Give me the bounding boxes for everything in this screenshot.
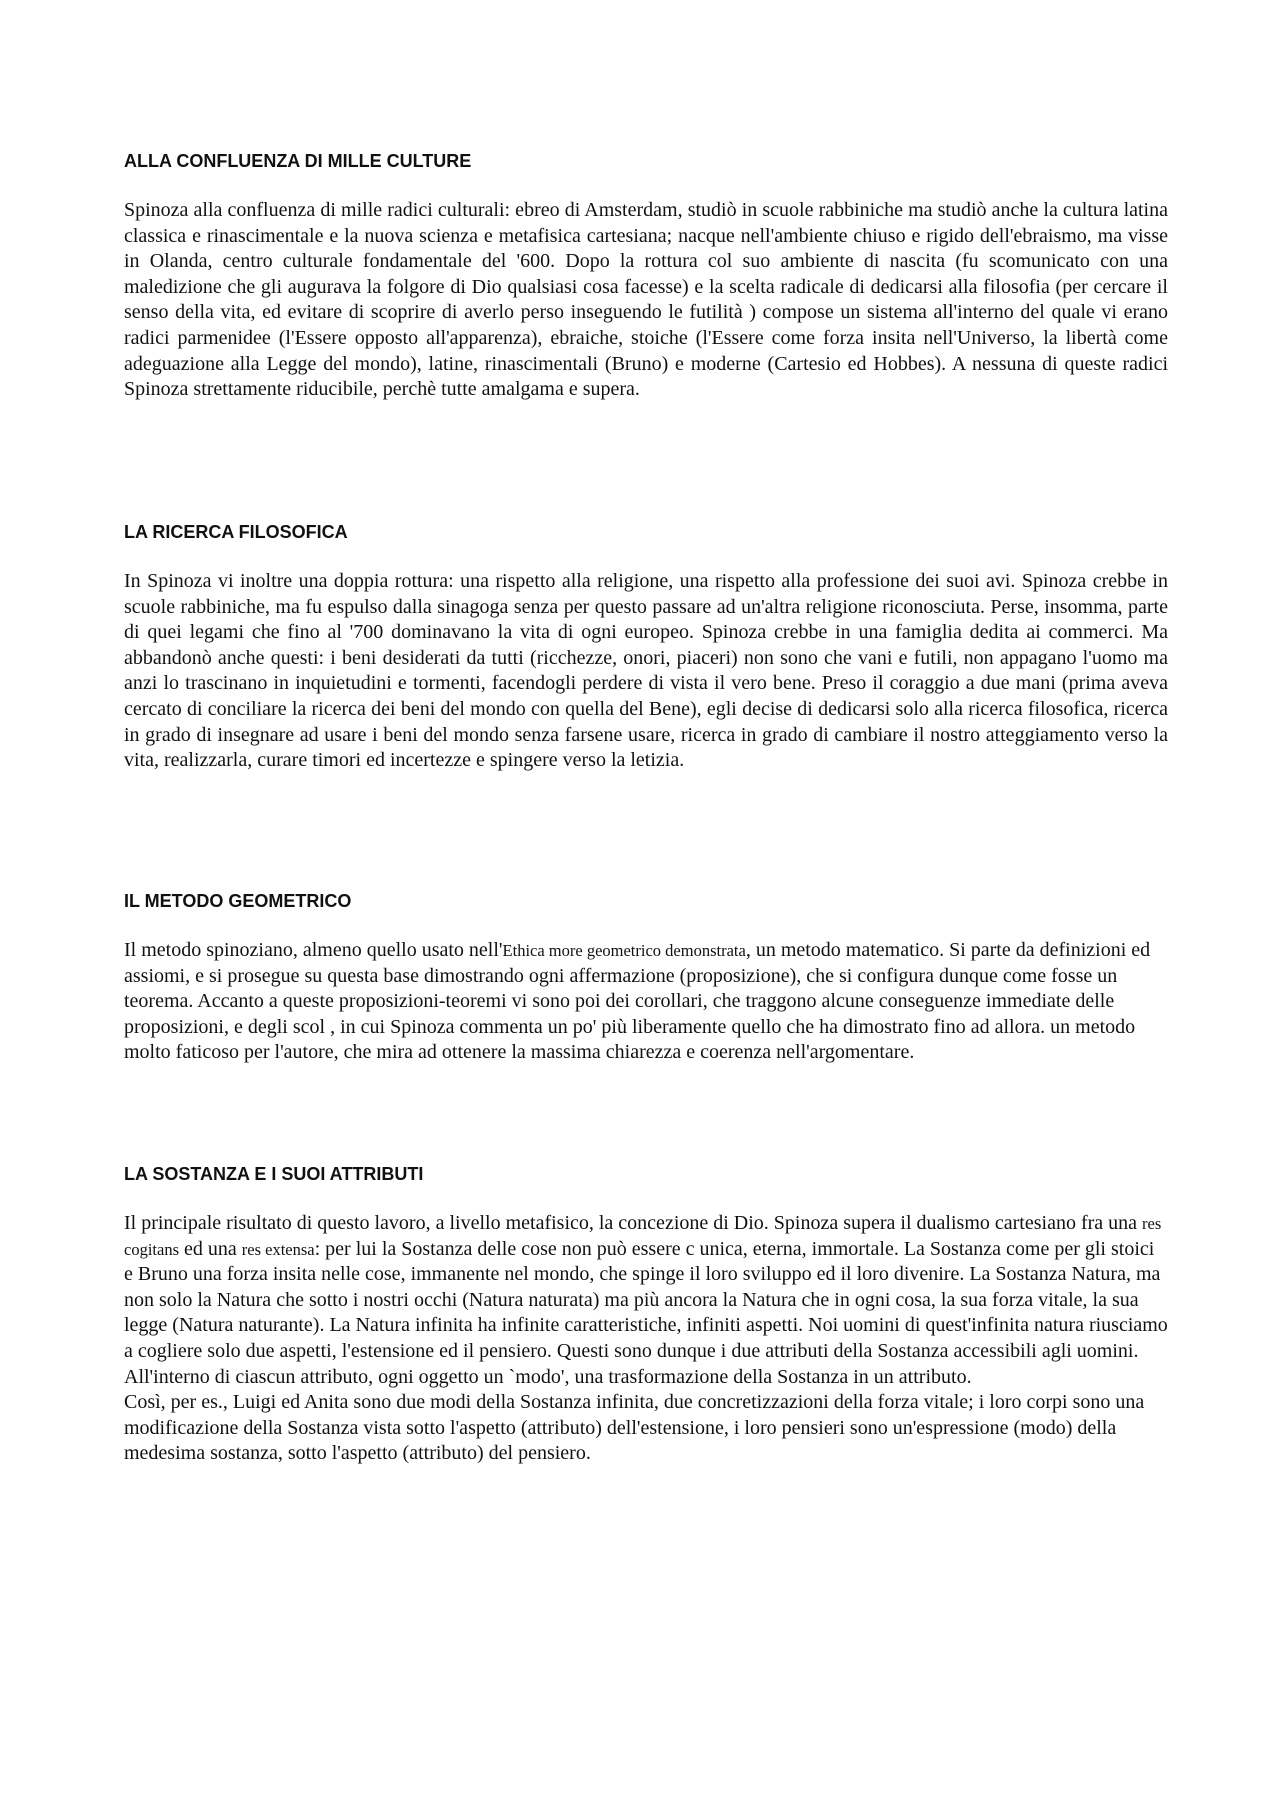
work-title-ethica: Ethica more geometrico demonstrata <box>502 941 746 960</box>
paragraph-ricerca: In Spinoza vi inoltre una doppia rottura: una rispetto alla religione, una rispetto alla professione dei suoi avi. Spinoza crebbe in scuole rabbiniche, ma fu espulso dalla sinagoga senza per questo passare ad un'altra religione riconosciuta. Perse, insomma, parte di quei legami che fino al '700 dominavano la vita di ogni europeo. Spinoza crebbe in una famiglia dedita ai commerci. Ma abbandonò anche questi: i beni desiderati da tutti (ricchezze, onori, piaceri) non sono che vani e futili, non appagano l'uomo ma anzi lo trascinano in inquietudini e tormenti, facendogli perdere di vista il vero bene. Preso il coraggio a due mani (prima aveva cercato di conciliare la ricerca dei beni del mondo con quella del Bene), egli decise di dedicarsi solo alla ricerca filosofica, ricerca in grado di insegnare ad usare i beni del mondo senza farsene usare, ricerca in grado di cambiare il nostro atteggiamento verso la vita, realizzarla, curare timori ed incertezze e spingere verso la letizia. <box>124 570 1168 772</box>
metodo-text-after: , un metodo matematico. Si parte da definizioni ed assiomi, e si prosegue su questa base dimostrando ogni affermazione (proposizione), che si configura dunque come fosse un teorema. Accanto a queste proposizioni-teoremi vi sono poi dei corollari, che traggono alcune conseguenze immediate delle proposizioni, e degli scol , in cui Spinoza commenta un po' più liberamente quello che ha dimostrato fino ad allora. un metodo molto faticoso per l'autore, che mira ad ottenere la massima chiarezza e coerenza nell'argomentare. <box>124 939 1151 1064</box>
section-heading-sostanza: LA SOSTANZA E I SUOI ATTRIBUTI <box>124 1164 424 1184</box>
section-metodo <box>124 890 1168 1066</box>
paragraph-sostanza-1 <box>124 1211 1168 1390</box>
section-heading-confluenza: ALLA CONFLUENZA DI MILLE CULTURE <box>124 151 472 171</box>
paragraph-metodo <box>124 938 1168 1066</box>
paragraph-confluenza: Spinoza alla confluenza di mille radici culturali: ebreo di Amsterdam, studiò in scuole rabbiniche ma studiò anche la cultura latina classica e rinascimentale e la nuova scienza e metafisica cartesiana; nacque nell'ambiente chiuso e rigido dell'ebraismo, ma visse in Olanda, centro culturale fondamentale del '600. Dopo la rottura col suo ambiente di nascita (fu scomunicato con una maledizione che gli augurava la folgore di Dio qualsiasi cosa facesse) e la scelta radicale di dedicarsi alla filosofia (per cercare il senso della vita, ed evitare di scoprire di averlo perso inseguendo le futilità ) compose un sistema all'interno del quale vi erano radici parmenidee (l'Essere opposto all'apparenza), ebraiche, stoiche (l'Essere come forza insita nell'Universo, la libertà come adeguazione alla Legge del mondo), latine, rinascimentali (Bruno) e moderne (Cartesio ed Hobbes). A nessuna di queste radici Spinoza strettamente riducibile, perchè tutte amalgama e supera. <box>124 199 1168 401</box>
term-res-cogitans: res cogitans <box>124 1214 1162 1259</box>
section-heading-ricerca: LA RICERCA FILOSOFICA <box>124 522 348 542</box>
term-res-extensa: res extensa <box>241 1239 315 1259</box>
sostanza-text-b: ed una <box>179 1237 242 1260</box>
metodo-text-before: Il metodo spinoziano, almeno quello usato nell' <box>124 939 503 961</box>
section-sostanza <box>124 1163 1168 1467</box>
sostanza-text-c: : per lui la Sostanza delle cose non può essere c unica, eterna, immortale. La Sostanza come per gli stoici e Bruno una forza insita nelle cose, immanente nel mondo, che spinge il loro sviluppo ed il loro divenire. La Sostanza Natura, ma non solo la Natura che sotto i nostri occhi (Natura naturata) ma più ancora la Natura che in ogni cosa, la sua forza vitale, la sua legge (Natura naturante). La Natura infinita ha infinite caratteristiche, infiniti aspetti. Noi uomini di quest'infinita natura riusciamo a cogliere solo due aspetti, l'estensione ed il pensiero. Questi sono dunque i due attributi della Sostanza accessibili agli uomini. All'interno di ciascun attributo, ogni oggetto un `modo', una trasformazione della Sostanza in un attributo. <box>124 1237 1168 1388</box>
section-heading-metodo: IL METODO GEOMETRICO <box>124 891 352 911</box>
section-ricerca <box>124 521 1168 774</box>
section-confluenza <box>124 150 1168 403</box>
paragraph-sostanza-2: Così, per es., Luigi ed Anita sono due modi della Sostanza infinita, due concretizzazioni della forza vitale; i loro corpi sono una modificazione della Sostanza vista sotto l'aspetto (attributo) dell'estensione, i loro pensieri sono un'espressione (modo) della medesima sostanza, sotto l'aspetto (attributo) del pensiero. <box>124 1391 1145 1465</box>
sostanza-text-a: Il principale risultato di questo lavoro, a livello metafisico, la concezione di Dio. Spinoza supera il dualismo cartesiano fra una <box>124 1212 1143 1234</box>
